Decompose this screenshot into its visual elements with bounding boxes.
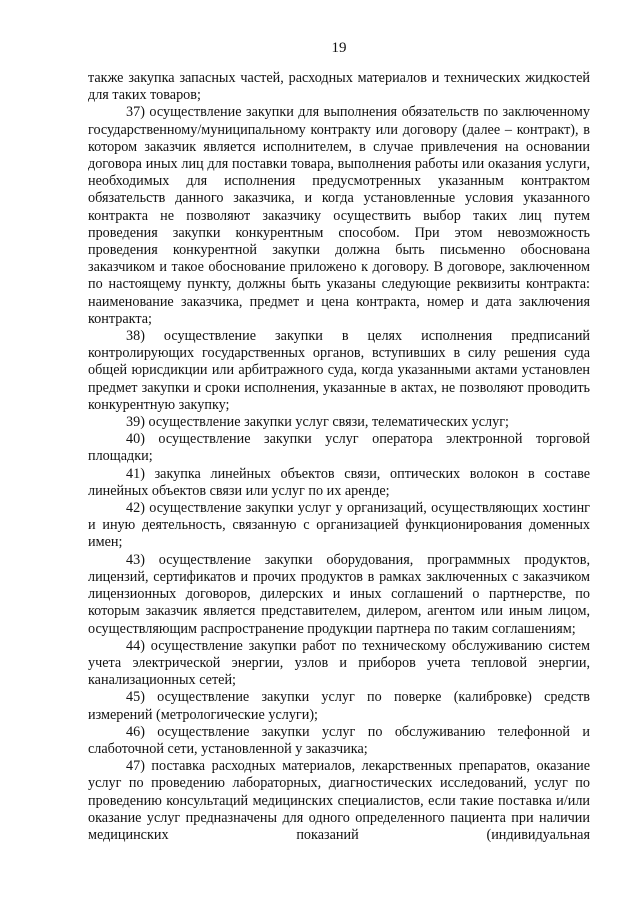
paragraph: 41) закупка линейных объектов связи, оптических волокон в составе линейных объектов связи или услуг по их аренде; [88,465,590,499]
paragraph: 42) осуществление закупки услуг у организаций, осуществляющих хостинг и иную деятельность, связанную с организацией функционирования доменных имен; [88,500,590,551]
page-number: 19 [331,40,347,56]
document-page [88,38,590,844]
paragraph: 43) осуществление закупки оборудования, программных продуктов, лицензий, сертификатов и прочих продуктов в рамках заключенных с заказчиком лицензионных договоров, дилерских и иных соглашений о партнерстве, по которым заказчик является представителем, дилером, агентом или иным лицом, осуществляющим распространение продукции партнера по таким соглашениям; [88,551,590,637]
paragraph: 39) осуществление закупки услуг связи, телематических услуг; [126,414,509,431]
paragraph: 47) поставка расходных материалов, лекарственных препаратов, оказание услуг по проведению лабораторных, диагностических исследований, услуг по проведению консультаций медицинских специалистов, если такие поставка и/или оказание услуг предназначены для одного определенного пациента при наличии медицинских показаний (индивидуальная [88,758,590,843]
paragraph: 38) осуществление закупки в целях исполнения предписаний контролирующих государственных органов, вступивших в силу решения суда общей юрисдикции или арбитражного суда, когда указанными актами установлен предмет закупки и сроки исполнения, указанные в актах, не позволяют проводить конкурентную закупку; [88,328,590,413]
paragraph: 40) осуществление закупки услуг оператора электронной торговой площадки; [88,431,590,465]
paragraph: также закупка запасных частей, расходных материалов и технических жидкостей для таких товаров; [88,70,590,104]
document-body [88,70,590,844]
paragraph: 46) осуществление закупки услуг по обслуживанию телефонной и слаботочной сети, установленной у заказчика; [88,723,590,757]
paragraph: 45) осуществление закупки услуг по поверке (калибровке) средств измерений (метрологические услуги); [88,689,590,723]
paragraph: 37) осуществление закупки для выполнения обязательств по заключенному государственному/муниципальному контракту или договору (далее – контракт), в котором заказчик является исполнителем, в случае привлечения на основании договора иных лиц для поставки товара, выполнения работы или оказания услуги, необходимых для исполнения предусмотренных указанным контрактом обязательств данного заказчика, и когда установленные условия указанного контракта не позволяют заказчику осуществить выбор таких лиц путем проведения закупки конкурентным способом. При этом невозможность проведения конкурентной закупки должна быть письменно обоснована заказчиком и такое обоснование приложено к договору. В договоре, заключенном по настоящему пункту, должны быть указаны следующие реквизиты контракта: наименование заказчика, предмет и цена контракта, номер и дата заключения контракта; [88,104,590,327]
paragraph: 44) осуществление закупки работ по техническому обслуживанию систем учета электрической энергии, узлов и приборов учета тепловой энергии, канализационных сетей; [88,637,590,689]
